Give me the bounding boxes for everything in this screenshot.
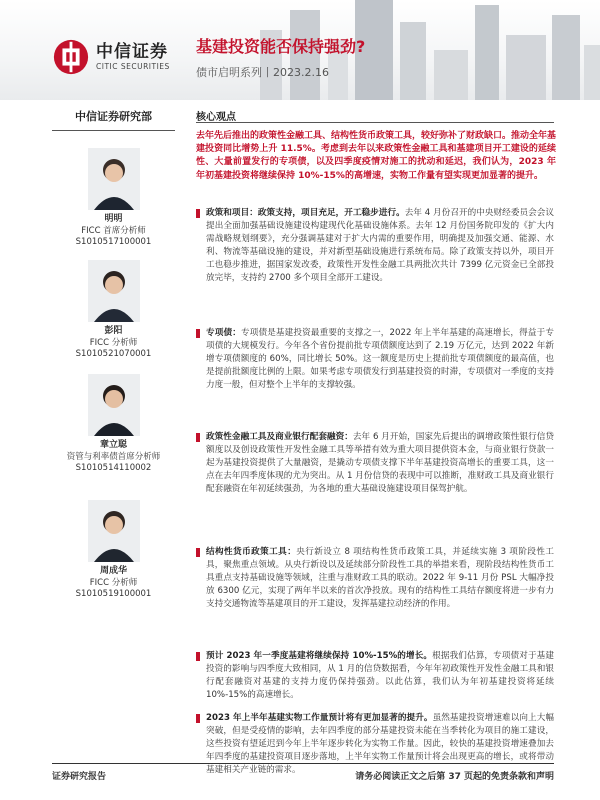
page-footer [52,763,554,782]
report-header [0,0,600,100]
bullet-lead: 专项债： [206,328,241,338]
bullet-paragraph [196,546,554,611]
bullet-marker [196,209,200,218]
analyst-name: 彭阳 [104,326,123,336]
bullet-paragraph [196,431,554,496]
analyst-id: S1010519100001 [75,589,152,599]
analyst-photo [88,500,140,562]
analyst-id: S1010521070001 [75,349,152,359]
bullet-body: 根据我们估算，专项债对于基建投资的影响与四季度大致相同，从 1 月的信贷数据看，今年年初政策性开发性金融工具和银行配套融资对基建的支持力度仍保持强劲。以此估算，我们认为年初基建投资将延续 10%-15%的高速增长。 [206,651,554,700]
report-subtitle: 债市启明系列丨2023.2.16 [196,66,329,79]
analyst-photo [88,148,140,210]
analyst-column [52,104,175,131]
analyst-card [52,500,175,601]
bullet-body: 去年 6 月开始，国家先后提出的调增政策性银行信贷额度以及创设政策性开发性金融工具等举措有效为重大项目提供资本金，与商业银行贷款一起为基建投资提供了大量融资，是撬动专项债支撑下半年基建投资高增长的重要工具，这一点在去年四季度体现的尤为突出。从 1 月份信贷的表现中可以推断，准财政工具及商业银行配套融资在年初延续强劲，为各地的重大基础设施建设项目保驾护航。 [206,432,554,494]
core-view-heading: 核心观点 [196,112,236,123]
analyst-card [52,374,175,475]
analyst-role: 资管与利率债首席分析师 [66,451,161,462]
logo-chinese-text: 中信证券 [96,42,168,62]
analyst-name: 周成华 [99,566,127,576]
logo-english-text: CITIC SECURITIES [96,62,170,71]
bullet-lead: 政策和项目：政策支持，项目充足，开工稳步进行。 [206,208,405,218]
footer-report-type: 证券研究报告 [52,772,107,782]
bullet-body: 央行新设立 8 项结构性货币政策工具，并延续实施 3 项阶段性工具，聚焦重点领域。从央行新设以及延续部分阶段性工具的举措来看，现阶段结构性货币工具重点支持基础设施等领域，注重与准财政工具的联动。2022 年 9-11 月份 PSL 大幅净投放 6300 亿元，实现了两年半以来的首次净投放。现有的结构性工具结存额度将进一步有力支持交通物流等基建项目的开工建设，发挥基建拉动经济的作用。 [206,547,554,609]
analyst-card [52,148,175,249]
analyst-role: FICC 分析师 [89,577,138,588]
analyst-id: S1010517100001 [75,237,152,247]
bullet-body: 去年 4 月份召开的中央财经委员会会议提出全面加强基础设施建设构建现代化基础设施体系。去年 12 月份国务院印发的《扩大内需战略规划纲要》，充分强调基建对于扩大内需的重要作用，明确提及加强交通、能源、水利、物流等基础设施的建设，并对新型基础设施进行系统布局。除了政策支持以外，项目开工也稳步推进，据国家发改委，政策性开发性金融工具两批次共计 7399 亿元资金已全部投放完毕，支持约 2700 多个项目全部开工建设。 [206,208,554,283]
bullet-lead: 政策性金融工具及商业银行配套融资： [206,432,353,442]
footer-disclaimer: 请务必阅读正文之后第 37 页起的免责条款和声明 [355,772,554,782]
analyst-role: FICC 分析师 [89,337,138,348]
bullet-marker [196,329,200,338]
bullet-body: 虽然基建投资增速难以向上大幅突破，但是受疫情的影响，去年四季度的部分基建投资未能在当季转化为项目的施工建设，这些投资有望延迟到今年上半年逐步转化为实物工作量。因此，较快的基建投资增速叠加去年四季度的基建投资项目逐步落地，上半年实物工作量预计将会出现更高的增长，或将带动基建相关产业链的需求。 [206,713,554,775]
bullet-marker [196,652,200,661]
heading-divider [196,122,554,123]
report-title: 基建投资能否保持强劲? [196,37,366,56]
research-dept-heading: 中信证券研究部 [52,104,175,131]
analyst-role: FICC 首席分析师 [81,225,146,236]
citic-logo [52,38,170,76]
analyst-id: S1010514110002 [75,463,152,473]
analyst-photo [88,260,140,322]
bullet-marker [196,714,200,723]
bullet-marker [196,548,200,557]
analyst-card [52,260,175,361]
bullet-paragraph [196,650,554,702]
bullet-paragraph [196,207,554,284]
bullet-lead: 2023 年上半年基建实物工作量预计将有更加显著的提升。 [206,713,433,723]
analyst-name: 明明 [104,214,123,224]
analyst-name: 章立聪 [99,440,127,450]
bullet-lead: 结构性货币政策工具： [206,547,297,557]
bullet-lead: 预计 2023 年一季度基建将继续保持 10%-15%的增长。 [206,651,433,661]
summary-paragraph: 去年先后推出的政策性金融工具、结构性货币政策工具，较好弥补了财政缺口。推动全年基建投资同比增势上升 11.5%。考虑到去年以来政策性金融工具和基建项目开工建设的延续性、大量前置发行的专项债，以及四季度疫情对施工的扰动和延迟，我们认为，2023 年年初基建投资将继续保持 10%-15%的高增速，实物工作量有望实现更加显著的提升。 [196,131,557,181]
citic-logo-icon [52,38,90,76]
bullet-body: 专项债是基建投资最重要的支撑之一，2022 年上半年基建的高速增长，得益于专项债的大规模发行。今年各个省份提前批专项债额度达到了 2.19 万亿元，达到 2022 年新增专项债额度的 60%，同比增长 50%。这一额度是历史上提前批专项债额度的最高值，也是提前批额度比例的上限。如果考虑专项债发行到基建投资的时滞，专项债对一季度的支持力度一般，但对整个上半年的支撑较强。 [206,328,554,390]
analyst-photo [88,374,140,436]
bullet-paragraph [196,327,554,392]
bullet-marker [196,433,200,442]
